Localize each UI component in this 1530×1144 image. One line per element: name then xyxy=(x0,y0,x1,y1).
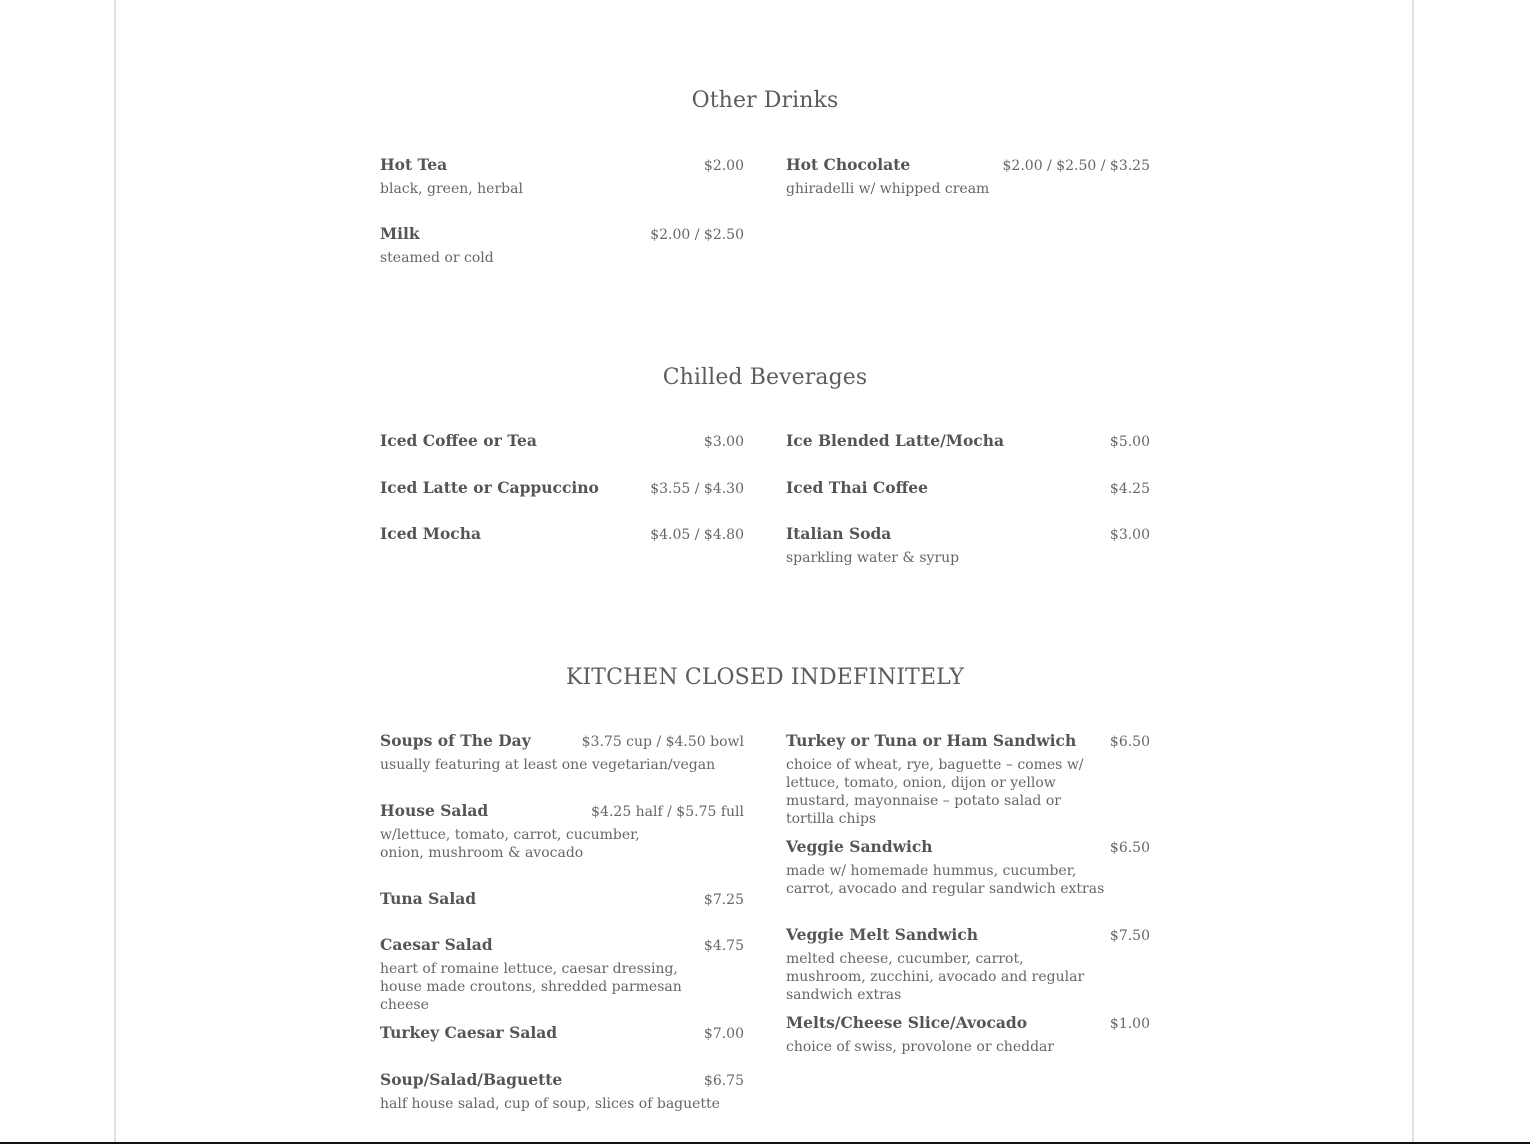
item-name: Iced Mocha xyxy=(380,524,482,543)
item-description: heart of romaine lettuce, caesar dressing, house made croutons, shredded parmesan cheese xyxy=(380,961,682,1013)
section-other-drinks xyxy=(380,88,1150,113)
menu-item xyxy=(380,524,744,543)
menu-item xyxy=(380,431,744,450)
item-description: ghiradelli w/ whipped cream xyxy=(786,181,990,197)
item-description: steamed or cold xyxy=(380,250,494,266)
menu-item xyxy=(786,155,1150,198)
item-price: $3.00 xyxy=(703,434,744,450)
menu-page xyxy=(114,0,1414,1144)
item-price: $6.50 xyxy=(1109,734,1150,750)
item-name: Hot Chocolate xyxy=(786,155,911,174)
item-price: $5.00 xyxy=(1109,434,1150,450)
item-description: sparkling water & syrup xyxy=(786,550,960,566)
item-description: choice of swiss, provolone or cheddar xyxy=(786,1039,1055,1055)
menu-item xyxy=(380,478,744,497)
item-name: Hot Tea xyxy=(380,155,448,174)
section-title: Other Drinks xyxy=(691,88,839,113)
menu-item xyxy=(380,155,744,198)
item-description: usually featuring at least one vegetarian/vegan xyxy=(380,757,716,773)
item-description: half house salad, cup of soup, slices of baguette xyxy=(380,1096,720,1112)
item-name: Caesar Salad xyxy=(380,935,493,954)
item-name: Veggie Melt Sandwich xyxy=(786,925,979,944)
item-price: $4.05 / $4.80 xyxy=(650,527,744,543)
item-name: Milk xyxy=(380,224,420,243)
item-price: $3.75 cup / $4.50 bowl xyxy=(581,734,744,750)
menu-item xyxy=(786,837,1150,898)
section-chilled-beverages xyxy=(380,365,1150,390)
item-price: $2.00 / $2.50 / $3.25 xyxy=(1002,158,1150,174)
item-description: melted cheese, cucumber, carrot, mushroom, zucchini, avocado and regular sandwich extras xyxy=(786,951,1085,1003)
item-price: $7.25 xyxy=(703,892,744,908)
menu-item xyxy=(786,925,1150,1004)
item-name: Veggie Sandwich xyxy=(786,837,933,856)
item-description: black, green, herbal xyxy=(380,181,523,197)
menu-item xyxy=(380,731,744,774)
item-price: $4.25 half / $5.75 full xyxy=(591,804,744,820)
menu-item xyxy=(786,524,1150,567)
item-name: Tuna Salad xyxy=(380,889,477,908)
item-name: Italian Soda xyxy=(786,524,892,543)
item-description: choice of wheat, rye, baguette – comes w/ lettuce, tomato, onion, dijon or yellow mustard, mayonnaise – potato salad or tortilla chips xyxy=(786,757,1084,827)
menu-item xyxy=(380,935,744,1014)
section-title: Chilled Beverages xyxy=(662,365,868,390)
item-price: $6.50 xyxy=(1109,840,1150,856)
item-price: $2.00 / $2.50 xyxy=(650,227,744,243)
item-price: $3.55 / $4.30 xyxy=(650,481,744,497)
menu-item xyxy=(380,224,744,267)
item-price: $4.25 xyxy=(1109,481,1150,497)
menu-item xyxy=(786,431,1150,450)
item-name: Iced Thai Coffee xyxy=(786,478,929,497)
item-description: made w/ homemade hummus, cucumber, carrot, avocado and regular sandwich extras xyxy=(786,863,1105,897)
menu-item xyxy=(380,801,744,862)
item-name: Iced Latte or Cappuccino xyxy=(380,478,599,497)
item-name: Melts/Cheese Slice/Avocado xyxy=(786,1013,1028,1032)
item-price: $2.00 xyxy=(703,158,744,174)
item-name: Ice Blended Latte/Mocha xyxy=(786,431,1005,450)
item-name: Turkey or Tuna or Ham Sandwich xyxy=(786,731,1077,750)
item-description: w/lettuce, tomato, carrot, cucumber, onion, mushroom & avocado xyxy=(380,827,640,861)
menu-item xyxy=(786,1013,1150,1056)
item-name: Soup/Salad/Baguette xyxy=(380,1070,563,1089)
item-price: $1.00 xyxy=(1109,1016,1150,1032)
item-name: Soups of The Day xyxy=(380,731,531,750)
item-price: $4.75 xyxy=(703,938,744,954)
section-kitchen xyxy=(380,665,1150,690)
menu-item xyxy=(786,478,1150,497)
item-price: $6.75 xyxy=(703,1073,744,1089)
item-name: Iced Coffee or Tea xyxy=(380,431,537,450)
menu-item xyxy=(380,1070,744,1113)
menu-item xyxy=(380,889,744,908)
menu-item xyxy=(380,1023,744,1042)
section-title: KITCHEN CLOSED INDEFINITELY xyxy=(565,665,965,690)
menu-item xyxy=(786,731,1150,828)
item-name: Turkey Caesar Salad xyxy=(380,1023,558,1042)
item-name: House Salad xyxy=(380,801,489,820)
item-price: $7.00 xyxy=(703,1026,744,1042)
item-price: $7.50 xyxy=(1109,928,1150,944)
item-price: $3.00 xyxy=(1109,527,1150,543)
